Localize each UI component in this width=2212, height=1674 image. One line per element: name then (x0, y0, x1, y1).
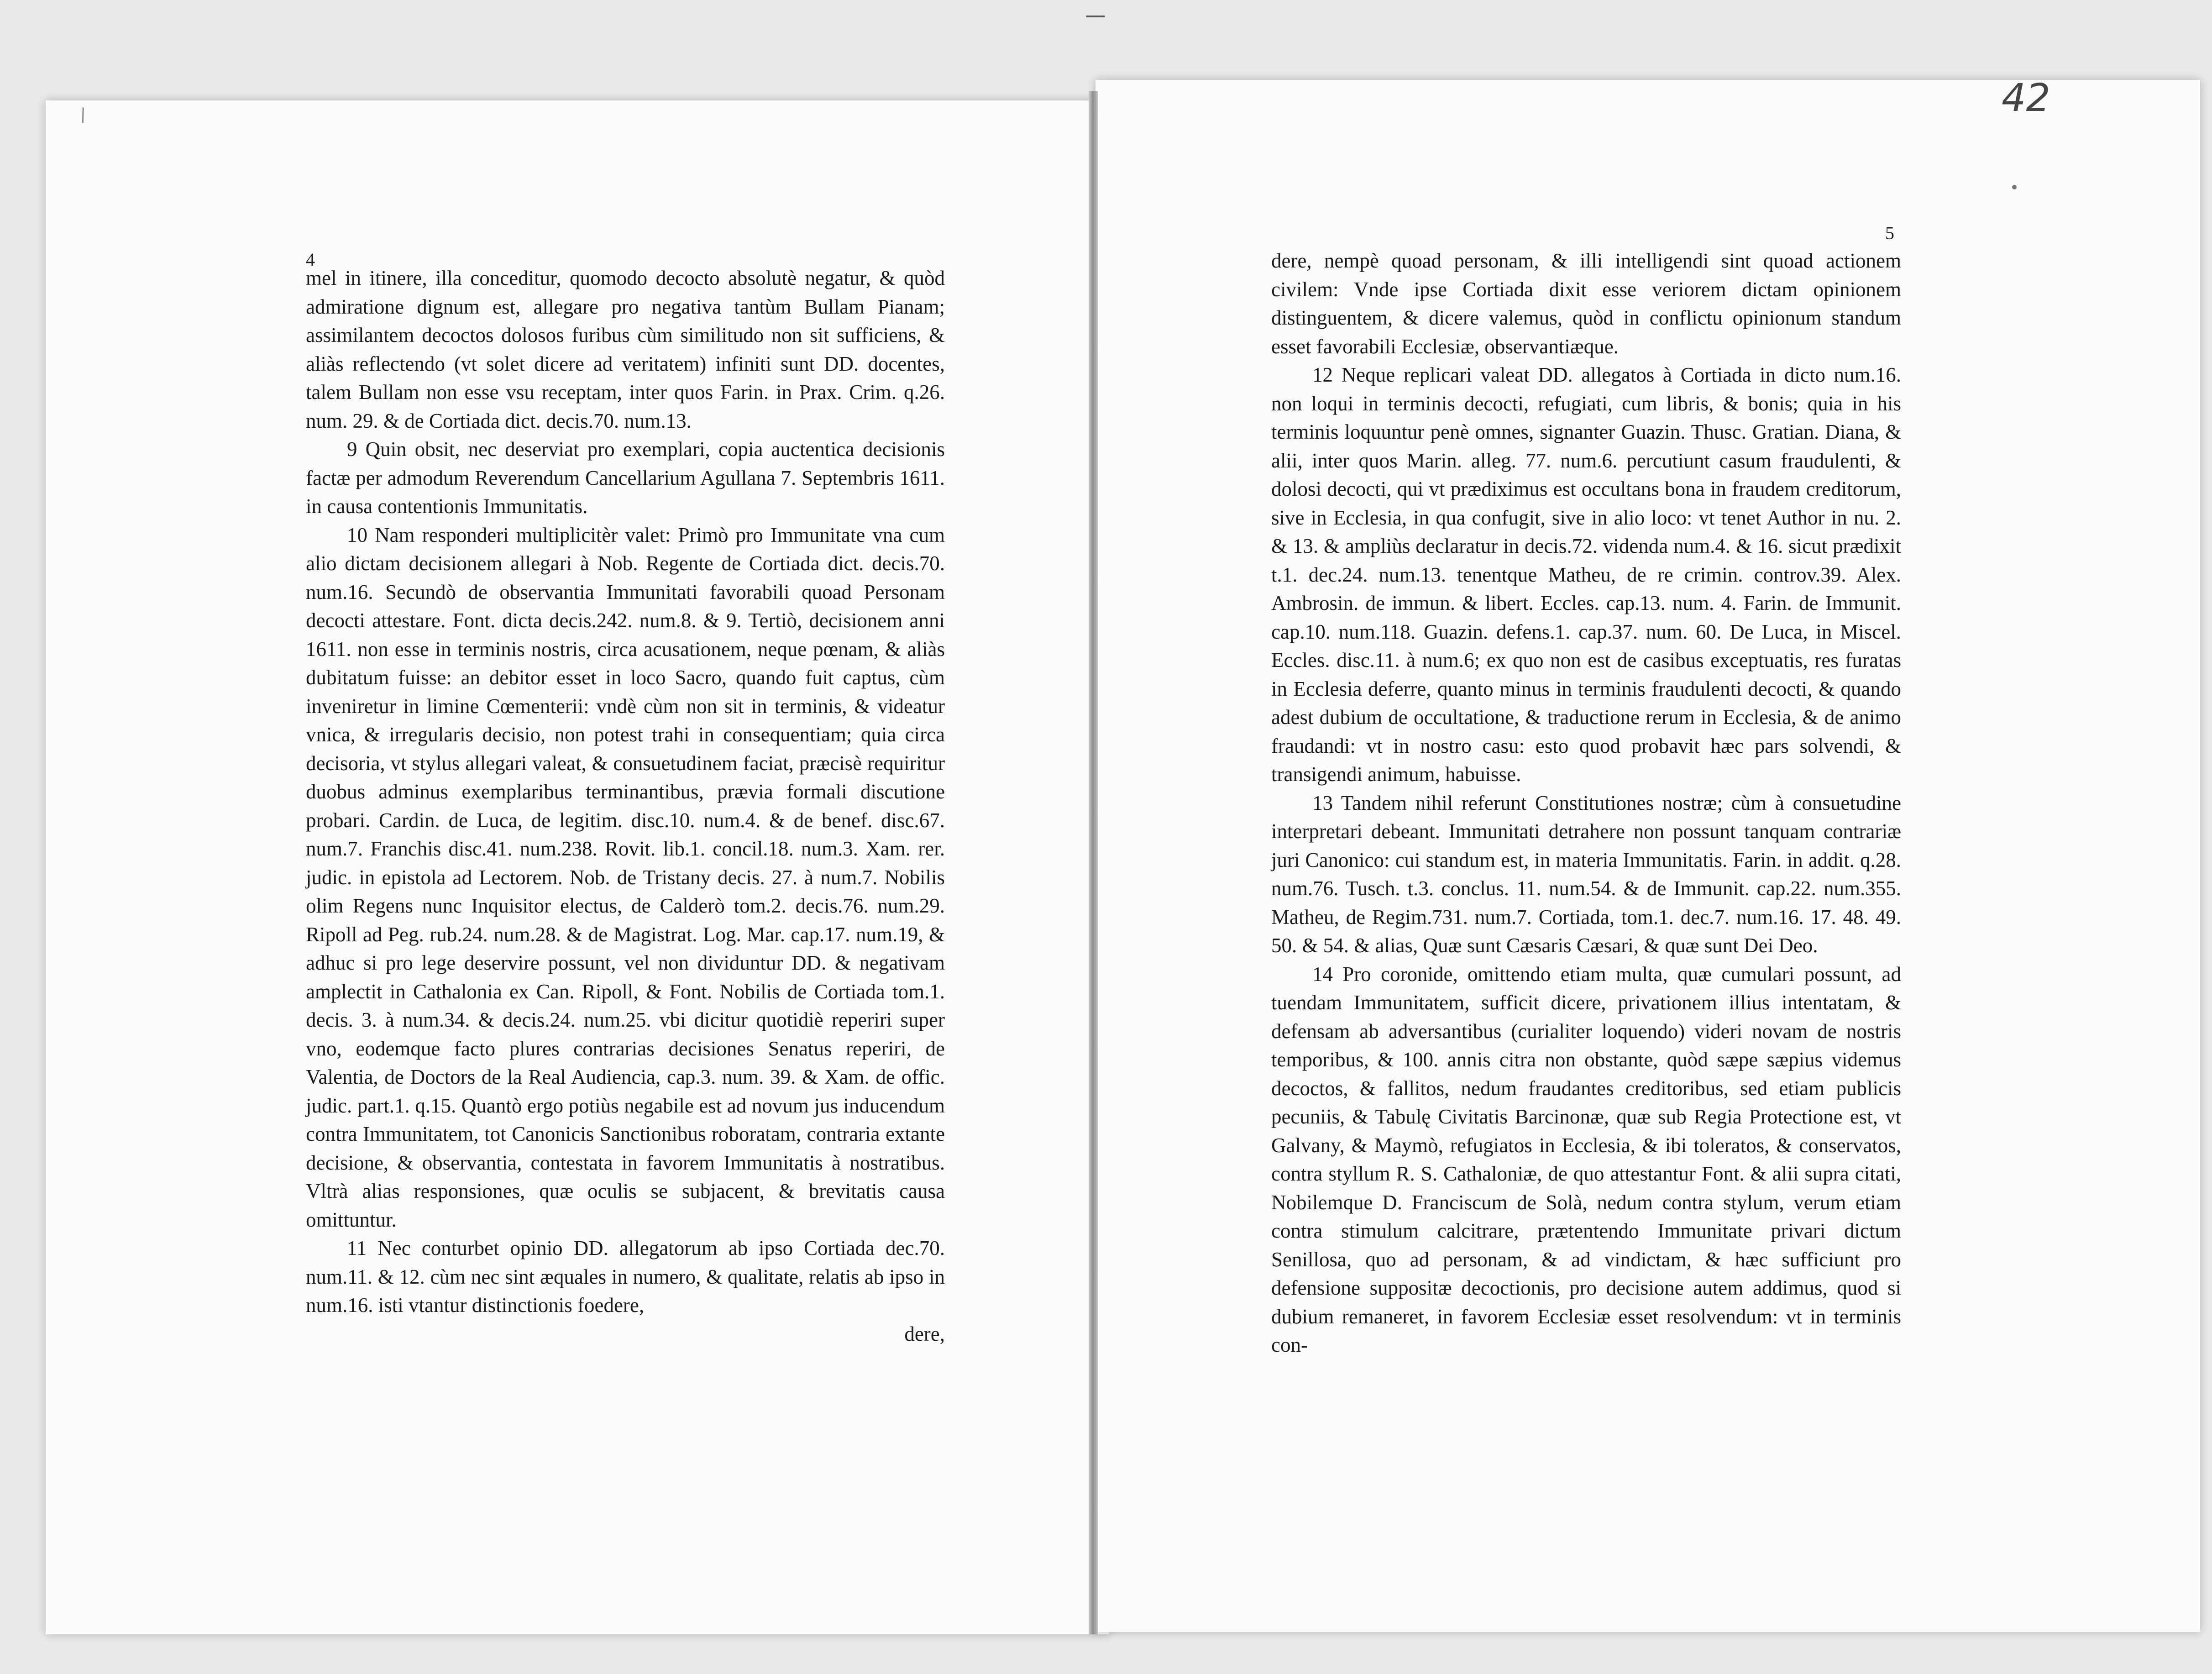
paragraph-14: 14 Pro coronide, omittendo etiam multa, quæ cumulari possunt, ad tuendam Immunitatem, sufficit dicere, privationem illius intentatam, & defensam ab adversantibus (curialiter loquendo) videri novam de nostris temporibus, & 100. annis citra non obstante, quòd sæpe sæpius videmus decoctos, & fallitos, nedum fraudantes creditoribus, sed etiam publicis pecuniis, & Tabulę Civitatis Barcinonæ, quæ sub Regia Protectione est, vt Galvany, & Maymò, refugiatos in Ecclesia, & ibi toleratos, & conservatos, contra styllum R. S. Cathaloniæ, de quo attestantur Font. & alii supra citati, Nobilemque D. Franciscum de Solà, nedum contra stylum, verum etiam contra stimulum calcitrare, prætentendo Immunitate privari dictum Senillosa, quo ad personam, & ad vindictam, & hæc sufficiunt pro defensione suppositæ decoctionis, pro decisione autem addimus, quod si dubium remaneret, in favorem Ecclesiæ esset resolvendum: vt in terminis con- (1271, 962, 1901, 1356)
folio-number: 42 (2002, 75, 2050, 120)
scan-edge-mark (1086, 16, 1105, 17)
paragraph-10: 10 Nam responderi multiplicitèr valet: Primò pro Immunitate vna cum alio dictam decisionem allegari à Nob. Regente de Cortiada dict. decis.70. num.16. Secundò de observantia Immunitati favorabili quoad Personam decocti attestare. Font. dicta decis.242. num.8. & 9. Tertiò, decisionem anni 1611. non esse in terminis nostris, circa acusationem, neque pœnam, & aliàs dubitatum fuisse: an debitor esset in loco Sacro, quando fuit captus, cùm inveniretur in limine Cœmenterii: vndè cùm non sit in terminis, & videatur vnica, & irregularis decisio, non potest trahi in consequentiam; quia circa decisoria, vt stylus allegari valeat, & consuetudinem faciat, præcisè requiritur duobus adminus exemplaribus terminantibus, prævia formali discutione probari. Cardin. de Luca, de legitim. disc.10. num.4. & de benef. disc.67. num.7. Franchis disc.41. num.238. Rovit. lib.1. concil.18. num.3. Xam. rer. judic. in epistola ad Lectorem. Nob. de Tristany decis. 27. à num.7. Nobilis olim Regens nunc Inquisitor electus, de Calderò tom.2. decis.76. num.29. Ripoll ad Peg. rub.24. num.28. & de Magistrat. Log. Mar. cap.17. num.19, & adhuc si pro lege deservire possunt, vel non dividuntur DD. & negativam amplectit in Cathalonia ex Can. Ripoll, & Font. Nobilis de Cortiada tom.1. decis. 3. à num.34. & decis.24. num.25. vbi dicitur quotidiè reperiri super vno, eodemque facto plures contrarias decisiones Senatus reperiri, de Valentia, de Doctors de la Real Audiencia, cap.3. num. 39. & Xam. de offic. judic. part.1. q.15. Quantò ergo potiùs negabile est ad novum jus inducendum contra Immunitatem, tot Canonicis Sanctionibus roboratam, contraria extante decisione, & observantia, contestata in favorem Immunitatis à nostratibus. Vltrà alias responsiones, quæ oculis se subjacent, & brevitatis causa omittuntur. (306, 523, 945, 1231)
corner-ink-mark: \ (76, 103, 90, 128)
paragraph-11: 11 Nec conturbet opinio DD. allegatorum ab ipso Cortiada dec.70. num.11. & 12. cùm nec sint æquales in numero, & qualitate, relatis ab ipso in num.16. isti vtantur distinctionis foedere, (306, 1237, 945, 1317)
paragraph-continuation: dere, nempè quoad personam, & illi intelligendi sint quoad actionem civilem: Vnde ipse Cortiada dixit esse veriorem dictam opinionem distinguentem, & dicere valemus, quòd in conflictu opinionum standum esset favorabili Ecclesiæ, observantiæque. (1271, 249, 1901, 358)
paragraph-13: 13 Tandem nihil referunt Constitutiones nostræ; cùm à consuetudine interpretari debeant. Immunitati detrahere non possunt tanquam contrariæ juri Canonico: cui standum est, in materia Immunitatis. Farin. in addit. q.28. num.76. Tusch. t.3. conclus. 11. num.54. & de Immunit. cap.22. num.355. Matheu, de Regim.731. num.7. Cortiada, tom.1. dec.7. num.16. 17. 48. 49. 50. & 54. & alias, Quæ sunt Cæsaris Cæsari, & quæ sunt Dei Deo. (1271, 791, 1901, 957)
paragraph-12: 12 Neque replicari valeat DD. allegatos à Cortiada in dicto num.16. non loqui in terminis decocti, refugiati, cum libris, & bonis; quia in his terminis loquuntur penè omnes, signanter Guazin. Thusc. Gratian. Diana, & alii, inter quos Marin. alleg. 77. num.6. percutiunt casum fraudulenti, & dolosi decocti, qui vt prædiximus est occultans bona in fraudem creditorum, sive in Ecclesia, in qua confugit, sive in alio loco: vt tenet Author in nu. 2. & 13. & ampliùs declaratur in decis.72. videnda num.4. & 16. sicut prædixit t.1. dec.24. num.13. tenentque Matheu, de re crimin. controv.39. Alex. Ambrosin. de immun. & libert. Eccles. cap.13. num. 4. Farin. de Immunit. cap.10. num.118. Guazin. defens.1. cap.37. num. 60. De Luca, in Miscel. Eccles. disc.11. à num.6; ex quo non est de casibus exceptuatis, res furatas in Ecclesia deferre, quanto minus in terminis fraudulenti decocti, & quando adest dubium de occultatione, & traductione rerum in Ecclesia, & de animo fraudandi: vt in nostro casu: esto quod probavit hæc pars solvendi, & transigendi animum, habuisse. (1271, 363, 1901, 786)
catchword: dere, (904, 1322, 945, 1345)
ink-dot (2012, 185, 2017, 189)
right-page-number: 5 (1885, 223, 1894, 243)
paragraph-9: 9 Quin obsit, nec deserviat pro exemplari, copia auctentica decisionis factæ per admodum Reverendum Cancellarium Agullana 7. Septembris 1611. in causa contentionis Immunitatis. (306, 438, 945, 518)
paragraph-continuation: mel in itinere, illa conceditur, quomodo decocto absolutè negatur, & quòd admiratione dignum est, allegare pro negativa tantùm Bullam Pianam; assimilantem decoctos dolosos furibus cùm similitudo non sit sufficiens, & aliàs reflectendo (vt solet dicere ad veritatem) infiniti sunt DD. docentes, talem Bullam non esse vsu receptam, inter quos Farin. in Prax. Crim. q.26. num. 29. & de Cortiada dict. decis.70. num.13. (306, 267, 945, 432)
right-page-text (1271, 247, 1901, 1359)
left-page-number: 4 (306, 249, 315, 270)
book-gutter (1089, 91, 1098, 1634)
left-page-text (306, 264, 945, 1348)
